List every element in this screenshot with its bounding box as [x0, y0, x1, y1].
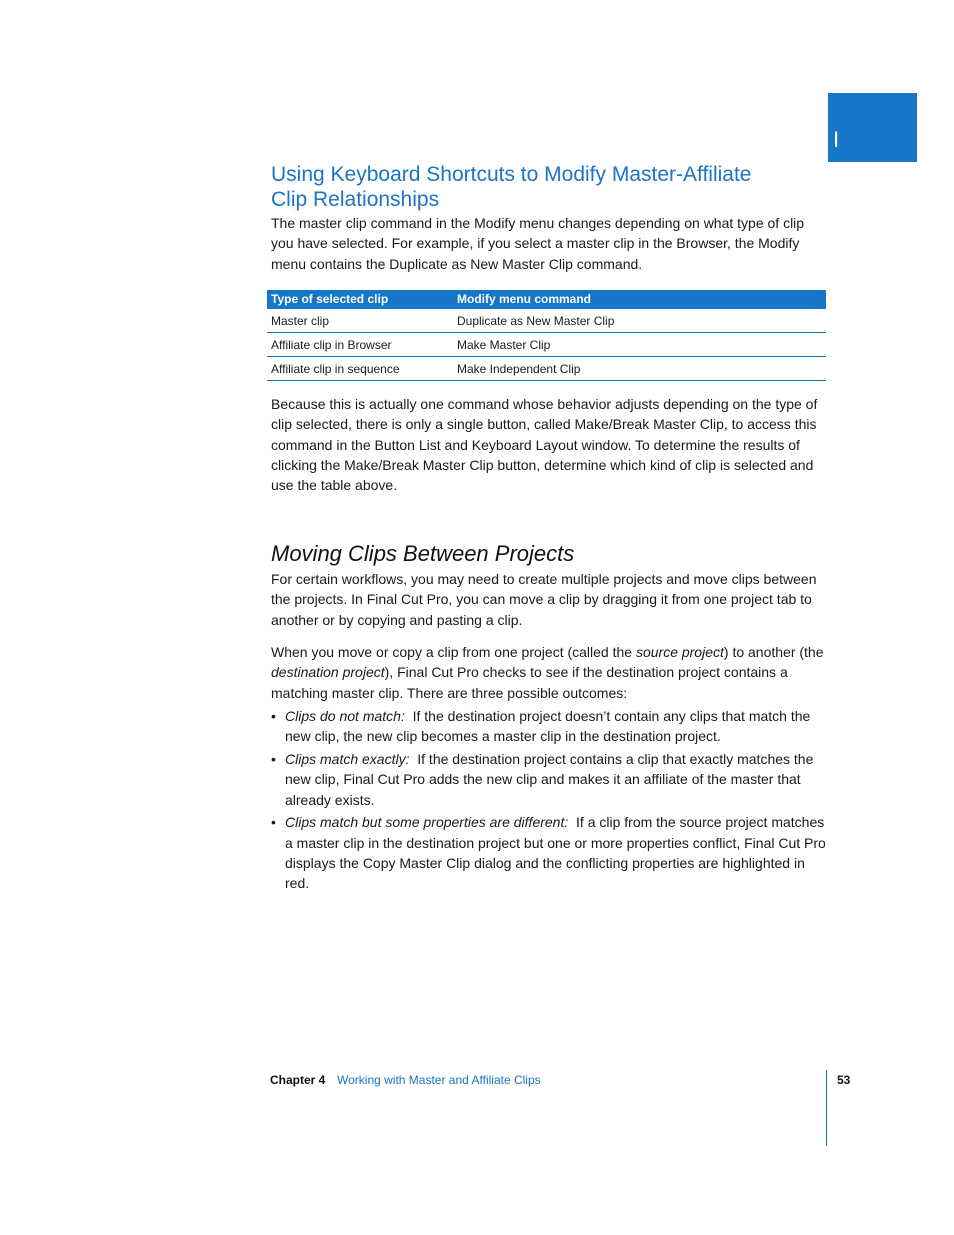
list-item-term: Clips match exactly:	[285, 751, 410, 768]
list-item-term: Clips do not match:	[285, 708, 405, 724]
section-heading-keyboard-shortcuts	[271, 162, 791, 212]
section-heading-moving-clips: Moving Clips Between Projects	[271, 541, 575, 566]
footer-divider	[826, 1070, 827, 1146]
chapter-tab-letter: I	[833, 127, 840, 152]
destination-project-term: destination project	[271, 664, 385, 681]
table-header-row	[267, 290, 826, 309]
list-item	[271, 812, 827, 893]
outcomes-text-2: ) to another (the	[723, 644, 824, 660]
page-number: 53	[837, 1073, 851, 1087]
outcomes-text-3: ), Final Cut Pro checks to see if the destination project contains a matching master clip. There are three possible outcomes:	[271, 664, 788, 701]
table-header-cell: Modify menu command	[453, 290, 826, 309]
list-item	[271, 749, 827, 810]
modify-command-table	[267, 290, 826, 381]
table-row	[267, 357, 826, 381]
bullet-icon: •	[271, 814, 276, 831]
chapter-tab-marker	[828, 93, 917, 162]
outcomes-text-1: When you move or copy a clip from one project (called the	[271, 644, 636, 660]
table-cell: Master clip	[267, 309, 453, 333]
bullet-icon: •	[271, 708, 276, 724]
table-cell: Make Master Clip	[453, 333, 826, 357]
bullet-icon: •	[271, 751, 276, 768]
footer-chapter-title: Working with Master and Affiliate Clips	[337, 1073, 541, 1087]
list-item-text: If the destination project contains a clip that exactly matches the new clip, Final Cut Pro adds the new clip and makes it an affiliate of the master that already exists.	[285, 751, 814, 808]
list-item-term: Clips match but some properties are different:	[285, 814, 569, 831]
workflow-paragraph: For certain workflows, you may need to create multiple projects and move clips between the projects. In Final Cut Pro, you can move a clip by dragging it from one project tab to another or by copying and pasting a clip.	[271, 571, 817, 628]
list-item-text: If the destination project doesn’t contain any clips that match the new clip, the new clip becomes a master clip in the destination project.	[285, 708, 811, 745]
heading-line-1: Using Keyboard Shortcuts to Modify Master-Affiliate	[271, 163, 752, 186]
table-cell: Duplicate as New Master Clip	[453, 309, 826, 333]
table-cell: Affiliate clip in sequence	[267, 357, 453, 381]
table-header-cell: Type of selected clip	[267, 290, 453, 309]
table-cell: Make Independent Clip	[453, 357, 826, 381]
source-project-term: source project	[635, 644, 724, 660]
heading-line-2: Clip Relationships	[271, 188, 440, 211]
list-item-text: If a clip from the source project matches a master clip in the destination project but one or more properties conflict, Final Cut Pro displays the Copy Master Clip dialog and the conflicting properties are highlighted in red.	[285, 814, 826, 892]
button-explanation-paragraph: Because this is actually one command whose behavior adjusts depending on the type of clip selected, there is only a single button, called Make/Break Master Clip, to access this command in the Button List and Keyboard Layout window. To determine the results of clicking the Make/Break Master Clip button, determine which kind of clip is selected and use the table above.	[271, 396, 818, 494]
intro-paragraph: The master clip command in the Modify menu changes depending on what type of clip you have selected. For example, if you select a master clip in the Browser, the Modify menu contains the Duplicate as New Master Clip command.	[271, 215, 805, 272]
table-cell: Affiliate clip in Browser	[267, 333, 453, 357]
outcomes-paragraph	[271, 642, 827, 703]
footer-chapter-label: Chapter 4	[270, 1073, 326, 1087]
table-row	[267, 309, 826, 333]
table-row	[267, 333, 826, 357]
list-item	[271, 706, 827, 747]
outcomes-list	[271, 706, 827, 896]
